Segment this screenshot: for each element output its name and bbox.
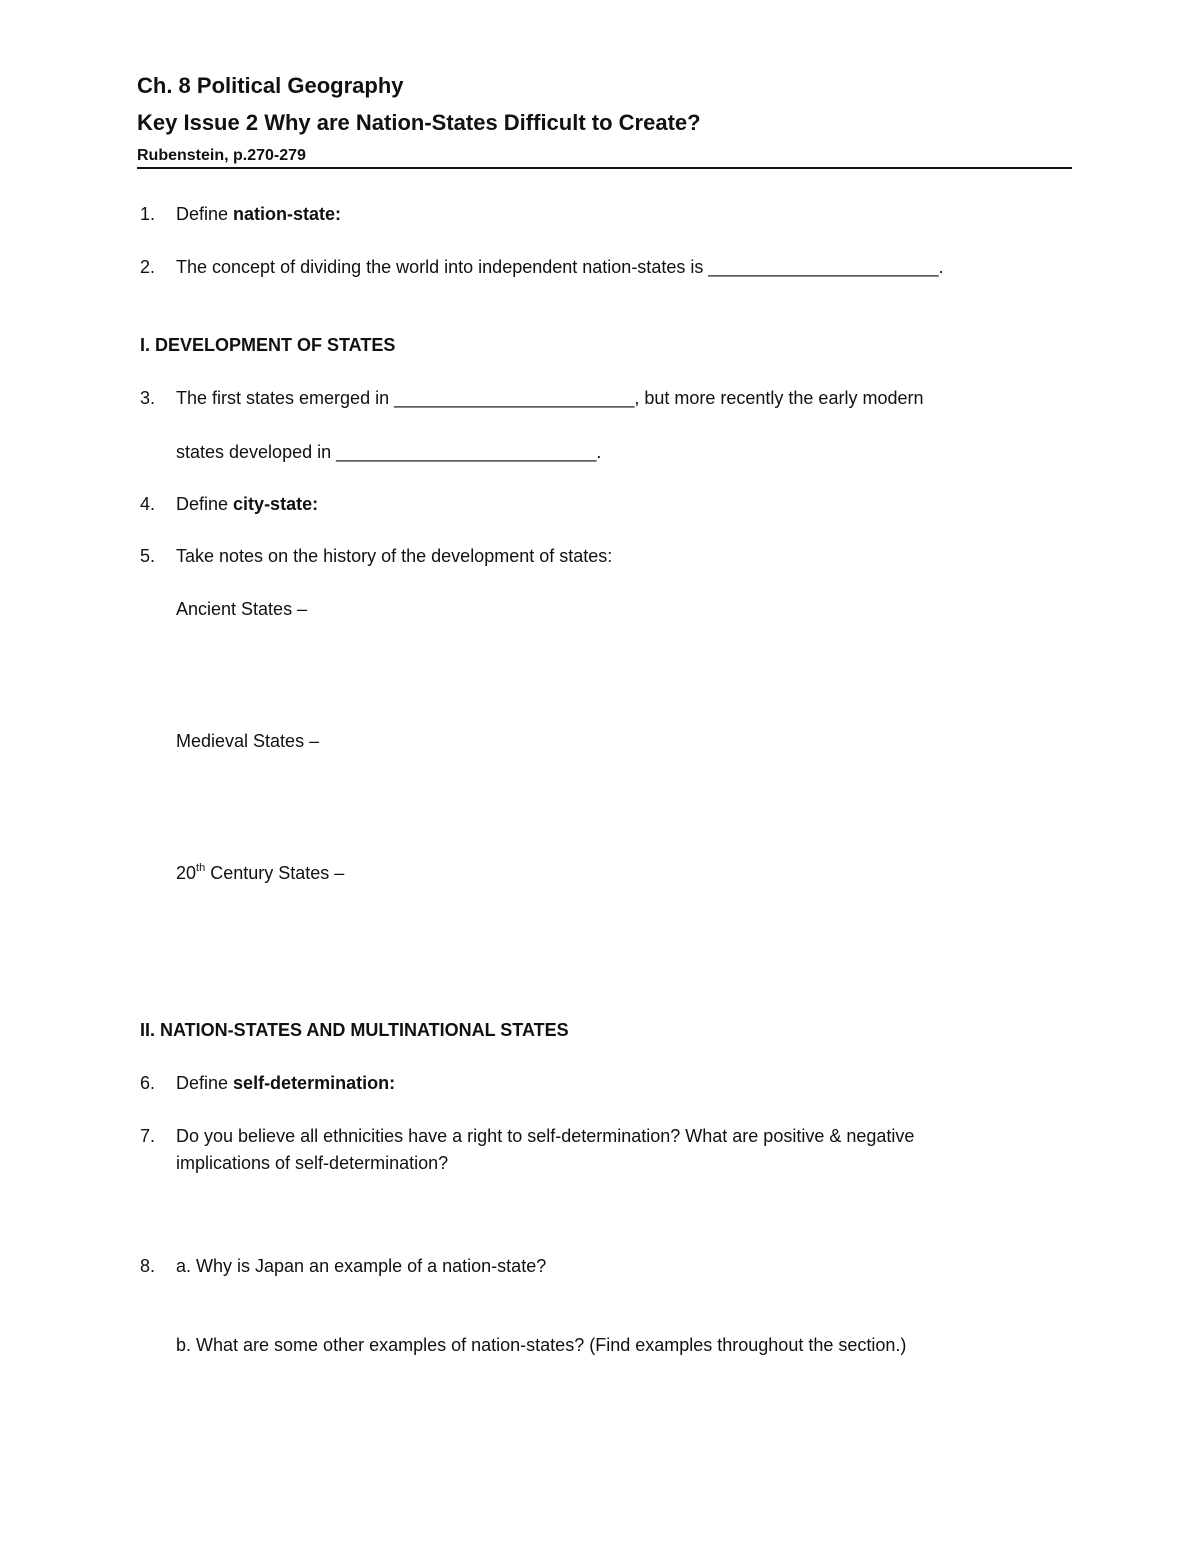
section-1-heading: I. DEVELOPMENT OF STATES xyxy=(140,335,396,355)
medieval-states-label: Medieval States – xyxy=(176,731,320,751)
question-3-line-2: states developed in __________________________. xyxy=(176,442,602,462)
question-6-number: 6. xyxy=(140,1073,156,1093)
question-1-number: 1. xyxy=(140,204,156,224)
chapter-title: Ch. 8 Political Geography xyxy=(137,73,404,98)
century-rest: Century States – xyxy=(205,863,345,883)
question-1-term: nation-state: xyxy=(233,204,342,224)
question-1-prefix: Define xyxy=(176,204,234,224)
section-2-heading: II. NATION-STATES AND MULTINATIONAL STATES xyxy=(140,1020,569,1040)
question-8a: a. Why is Japan an example of a nation-state? xyxy=(176,1256,547,1276)
question-2-number: 2. xyxy=(140,257,156,277)
key-issue-title: Key Issue 2 Why are Nation-States Difficult to Create? xyxy=(137,110,701,135)
question-4-prefix: Define xyxy=(176,494,234,514)
question-8-number: 8. xyxy=(140,1256,156,1276)
question-3-line-1: The first states emerged in ________________________, but more recently the early modern xyxy=(176,388,924,408)
header-rule xyxy=(137,167,1072,169)
source-reference: Rubenstein, p.270-279 xyxy=(137,147,306,164)
twentieth-century-states-label xyxy=(176,861,344,885)
ancient-states-label: Ancient States – xyxy=(176,599,308,619)
century-number: 20 xyxy=(176,863,197,883)
question-8b: b. What are some other examples of nation-states? (Find examples throughout the section.) xyxy=(176,1335,907,1355)
question-6-prefix: Define xyxy=(176,1073,234,1093)
question-4-number: 4. xyxy=(140,494,156,514)
question-6-term: self-determination: xyxy=(233,1073,396,1093)
question-7-line-1: Do you believe all ethnicities have a right to self-determination? What are positive & negative xyxy=(176,1126,915,1146)
question-5-number: 5. xyxy=(140,546,156,566)
question-4 xyxy=(176,492,318,516)
question-3-number: 3. xyxy=(140,388,156,408)
question-7-number: 7. xyxy=(140,1126,156,1146)
question-7-line-2: implications of self-determination? xyxy=(176,1153,449,1173)
century-superscript: th xyxy=(196,862,206,874)
question-2: The concept of dividing the world into independent nation-states is _______________________. xyxy=(176,257,944,277)
question-6 xyxy=(176,1071,395,1095)
question-4-term: city-state: xyxy=(233,494,319,514)
question-1 xyxy=(176,202,341,226)
question-5: Take notes on the history of the development of states: xyxy=(176,546,613,566)
